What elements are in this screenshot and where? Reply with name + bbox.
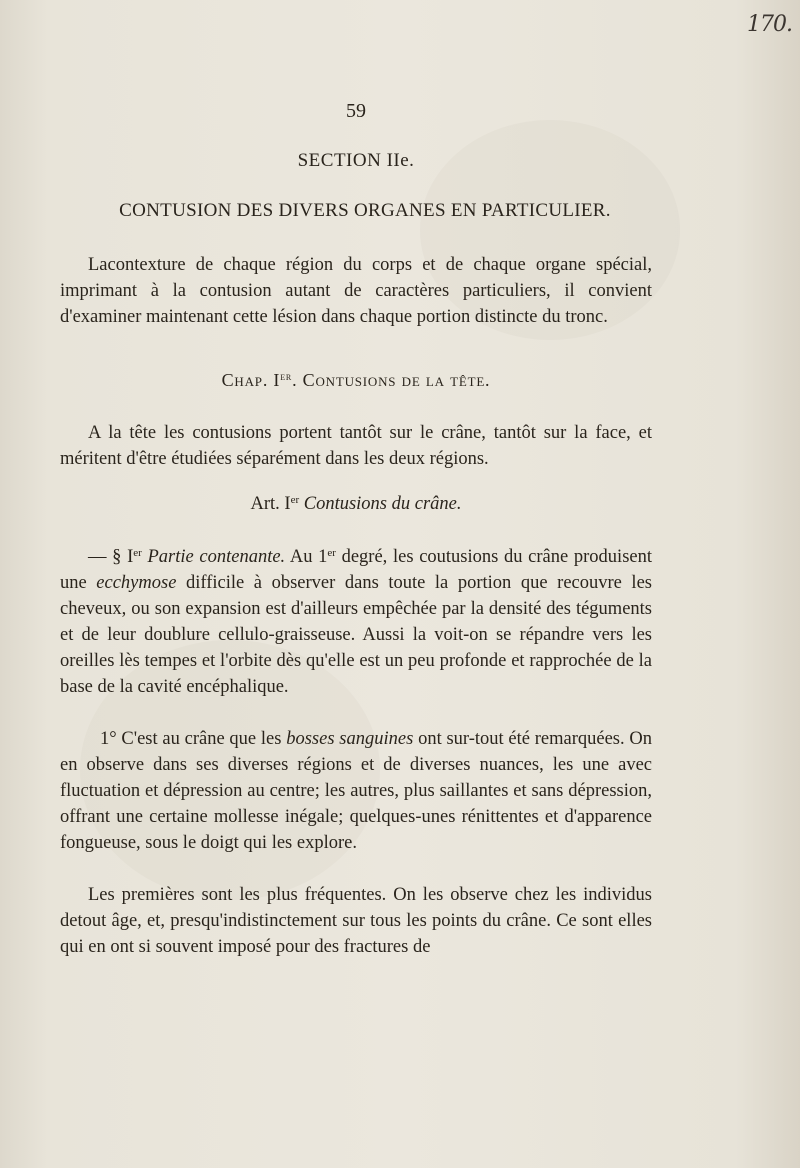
page-number: 59 [346, 100, 366, 122]
chapter-heading: CONTUSION DES DIVERS ORGANES EN PARTICULIER. [119, 200, 611, 221]
article-sup: er [290, 494, 300, 506]
p3-italic-term: ecchymose [96, 573, 177, 593]
paragraph-intro: Lacontexture de chaque région du corps et de chaque organe spécial, imprimant à la contusion autant de caractères particuliers, il convient d'examiner maintenant cette lésion dans chaque portion distincte du tronc. [60, 255, 652, 327]
chapter-name: . Contusions de la tête. [292, 370, 491, 390]
paragraph-frequency: Les premières sont les plus fréquentes. On les observe chez les individus detout âge, et, presqu'indistinctement sur tous les points du crâne. Ce sont elles qui en ont si souvent imposé pour des fractures de [60, 885, 652, 957]
article-prefix: Art. I [250, 494, 291, 514]
paragraph-container [60, 544, 652, 700]
chapter-sup: er [280, 371, 293, 383]
p3-lead: — § I [88, 547, 134, 567]
paragraph-bosses [60, 726, 652, 856]
article-title [0, 494, 712, 515]
p3-degree: Au 1 [285, 547, 328, 567]
section-title: SECTION IIe. [297, 150, 415, 171]
p3-sup: er [133, 547, 142, 559]
chapter-title [0, 370, 712, 391]
p4-text-a: 1° C'est au crâne que les [100, 729, 287, 749]
p3-text-a: degré, les coutusions du crâne produisent une [60, 547, 652, 593]
p4-italic-term: bosses sanguines [286, 729, 414, 749]
paragraph-head: A la tête les contusions portent tantôt sur le crâne, tantôt sur la face, et méritent d'être étudiées séparément dans les deux régions. [60, 423, 652, 469]
p4-text-b: ont sur-tout été remarquées. On en observe dans ses diverses régions et de diverses nuances, les une avec fluctuation et dépression au centre; les autres, plus saillantes et sans dépression, offrant une certaine mollesse inégale; quelques-unes rénittentes et d'apparence fongueuse, sous le doigt qui les explore. [60, 729, 653, 853]
article-name: Contusions du crâne. [303, 494, 462, 514]
handwritten-folio-number: 170. [747, 12, 792, 37]
p3-italic-title: Partie contenante. [147, 547, 286, 567]
p3-sup2: er [327, 547, 336, 559]
p3-text-b: difficile à observer dans toute la portion que recouvre les cheveux, ou son expansion est d'ailleurs empêchée par la densité des téguments et de leur doublure cellulo-graisseuse. Aussi la voit-on se répandre vers les oreilles lès tempes et l'orbite dès qu'elle est un peu profonde et rapprochée de la base de la cavité encéphalique. [60, 573, 652, 697]
chapter-prefix: Chap. I [221, 370, 281, 390]
